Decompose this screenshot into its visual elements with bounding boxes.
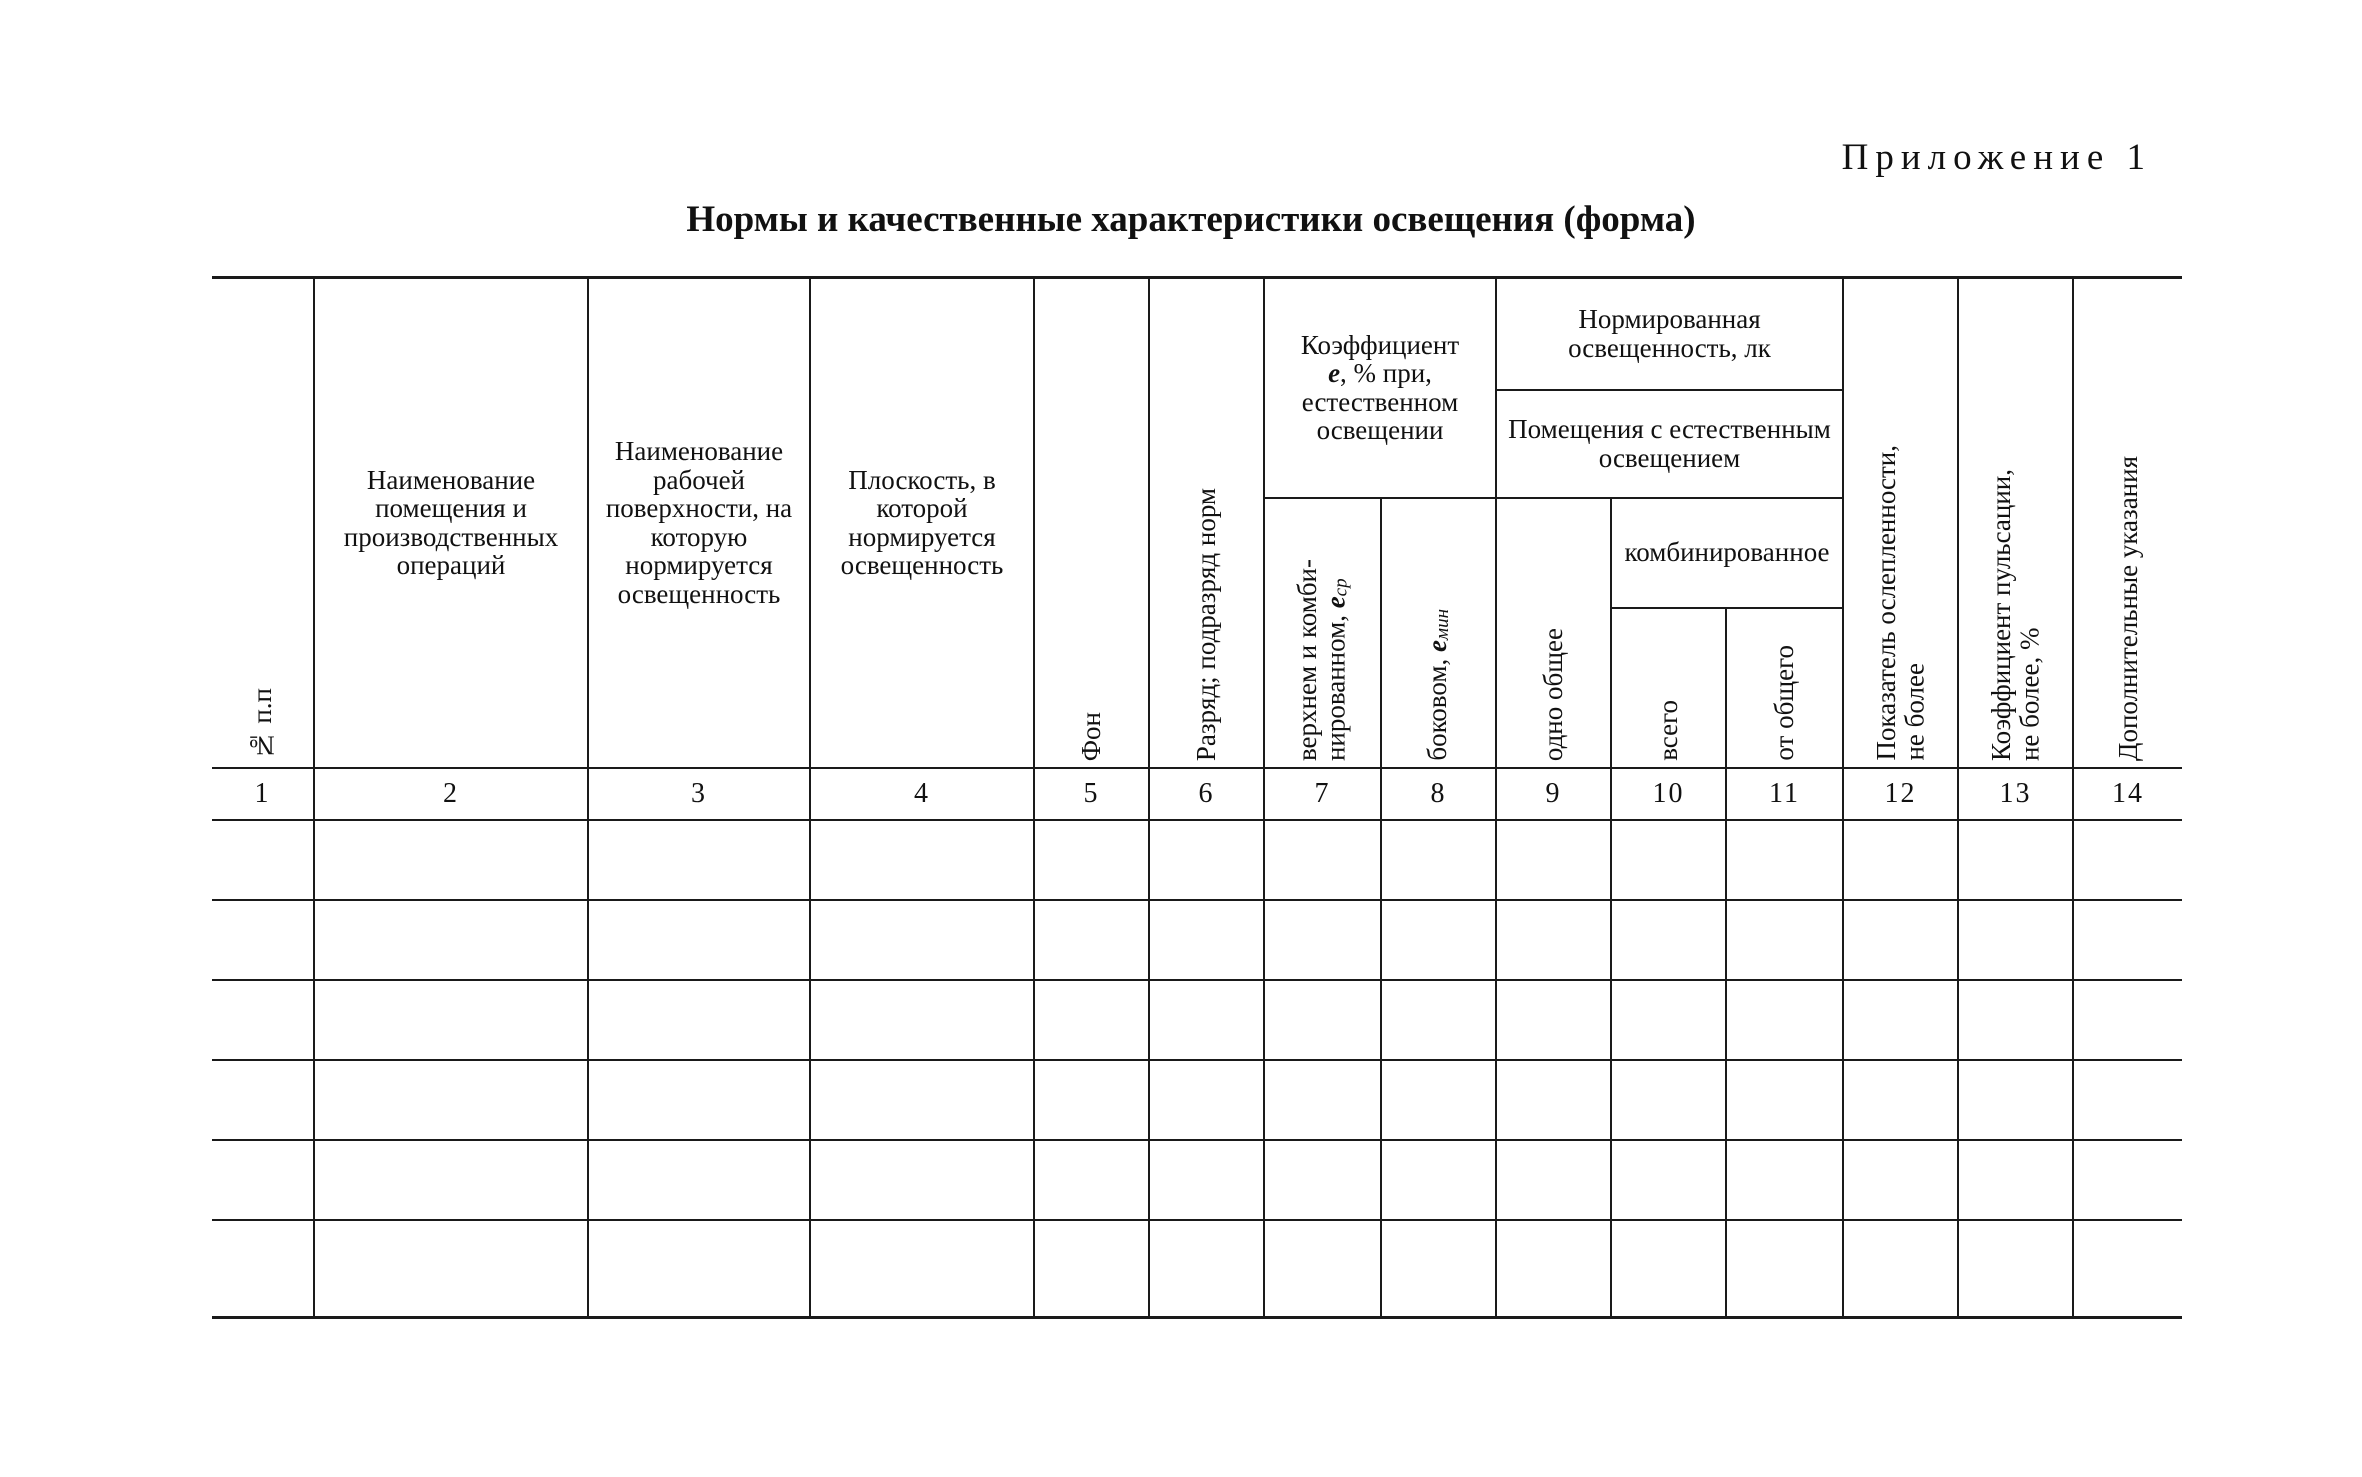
table-cell[interactable] (1264, 1060, 1381, 1140)
table-cell[interactable] (588, 820, 810, 900)
table-cell[interactable] (588, 900, 810, 980)
table-cell[interactable] (1381, 1220, 1496, 1318)
table-cell[interactable] (1149, 1220, 1264, 1318)
table-cell[interactable] (1726, 1220, 1843, 1318)
table-cell[interactable] (1726, 820, 1843, 900)
table-cell[interactable] (1496, 1140, 1611, 1220)
header-pulsation-factor: Коэффициент пульсации, не более, % (1958, 278, 2073, 768)
table-cell[interactable] (1149, 1140, 1264, 1220)
table-cell[interactable] (1034, 1060, 1149, 1140)
table-cell[interactable] (2073, 900, 2182, 980)
table-cell[interactable] (314, 1060, 588, 1140)
table-cell[interactable] (1843, 900, 1958, 980)
table-cell[interactable] (212, 820, 314, 900)
table-cell[interactable] (314, 1220, 588, 1318)
table-row (212, 900, 2182, 980)
header-rooms-natural-light: Помещения с естественным освещением (1496, 390, 1843, 498)
table-cell[interactable] (1264, 900, 1381, 980)
table-cell[interactable] (314, 900, 588, 980)
table-cell[interactable] (1611, 1060, 1726, 1140)
header-glare-index: Показатель ослепленности, не более (1843, 278, 1958, 768)
table-cell[interactable] (1264, 1220, 1381, 1318)
column-number: 9 (1496, 768, 1611, 820)
table-row (212, 1220, 2182, 1318)
table-cell[interactable] (1496, 1060, 1611, 1140)
table-cell[interactable] (314, 1140, 588, 1220)
table-cell[interactable] (1381, 980, 1496, 1060)
table-cell[interactable] (314, 980, 588, 1060)
appendix-label: Приложение 1 (1841, 137, 2152, 178)
table-cell[interactable] (588, 1060, 810, 1140)
table-cell[interactable] (212, 980, 314, 1060)
table-cell[interactable] (1726, 1060, 1843, 1140)
table-cell[interactable] (1726, 900, 1843, 980)
column-number: 8 (1381, 768, 1496, 820)
table-cell[interactable] (1034, 900, 1149, 980)
table-row (212, 1140, 2182, 1220)
column-number: 3 (588, 768, 810, 820)
table-cell[interactable] (2073, 980, 2182, 1060)
header-normalized-illuminance: Нормированная освещенность, лк (1496, 278, 1843, 390)
column-number: 14 (2073, 768, 2182, 820)
table-cell[interactable] (1958, 900, 2073, 980)
header-side: боковом, $e_{мин}$ (1381, 498, 1496, 768)
column-number: 5 (1034, 768, 1149, 820)
table-cell[interactable] (1843, 820, 1958, 900)
column-number: 2 (314, 768, 588, 820)
column-number: 1 (212, 768, 314, 820)
column-numbers-row (212, 768, 2182, 820)
table-cell[interactable] (1496, 1220, 1611, 1318)
table-cell[interactable] (1843, 1140, 1958, 1220)
table-cell[interactable] (810, 820, 1034, 900)
header-category: Разряд; подразряд норм (1149, 278, 1264, 768)
column-number: 12 (1843, 768, 1958, 820)
header-row-number: № п.п (212, 278, 314, 768)
column-number: 13 (1958, 768, 2073, 820)
table-cell[interactable] (212, 1060, 314, 1140)
column-number: 7 (1264, 768, 1381, 820)
table-cell[interactable] (314, 820, 588, 900)
table-cell[interactable] (1034, 820, 1149, 900)
table-cell[interactable] (1611, 820, 1726, 900)
lighting-norms-form-table (212, 276, 2182, 1319)
table-cell[interactable] (1611, 980, 1726, 1060)
header-combined: комбинированное (1611, 498, 1843, 608)
table-cell[interactable] (1496, 980, 1611, 1060)
table-cell[interactable] (1496, 900, 1611, 980)
table-row (212, 1060, 2182, 1140)
table-cell[interactable] (1381, 1140, 1496, 1220)
table-cell[interactable] (1034, 980, 1149, 1060)
table-cell[interactable] (2073, 1060, 2182, 1140)
header-work-surface: Наименование рабочей поверхности, на которую нормируется освещенность (588, 278, 810, 768)
table-cell[interactable] (1958, 820, 2073, 900)
header-daylight-factor: Коэффициент e, % при, естественном освещении (1264, 278, 1496, 498)
table-row (212, 820, 2182, 900)
table-cell[interactable] (1726, 1140, 1843, 1220)
table-cell[interactable] (1843, 1220, 1958, 1318)
table-cell[interactable] (1958, 1140, 2073, 1220)
table-cell[interactable] (588, 1220, 810, 1318)
table-cell[interactable] (212, 1220, 314, 1318)
table-cell[interactable] (588, 1140, 810, 1220)
header-total: всего (1611, 608, 1726, 768)
table-cell[interactable] (1034, 1220, 1149, 1318)
table-cell[interactable] (1264, 820, 1381, 900)
table-cell[interactable] (1611, 900, 1726, 980)
header-plane: Плоскость, в которой нормируется освещенность (810, 278, 1034, 768)
table-cell[interactable] (1381, 1060, 1496, 1140)
table-cell[interactable] (1611, 1220, 1726, 1318)
table-cell[interactable] (1149, 820, 1264, 900)
table-cell[interactable] (810, 1140, 1034, 1220)
table-cell[interactable] (1149, 980, 1264, 1060)
header-additional-notes: Дополнительные указания (2073, 278, 2182, 768)
table-cell[interactable] (810, 1220, 1034, 1318)
table-cell[interactable] (2073, 1220, 2182, 1318)
header-background: Фон (1034, 278, 1149, 768)
table-cell[interactable] (212, 1140, 314, 1220)
table-cell[interactable] (1034, 1140, 1149, 1220)
header-room-name: Наименование помещения и производственных операций (314, 278, 588, 768)
column-number: 11 (1726, 768, 1843, 820)
column-number: 6 (1149, 768, 1264, 820)
table-cell[interactable] (810, 1060, 1034, 1140)
column-number: 4 (810, 768, 1034, 820)
table-cell[interactable] (1381, 900, 1496, 980)
table-cell[interactable] (2073, 1140, 2182, 1220)
column-number: 10 (1611, 768, 1726, 820)
table-cell[interactable] (1843, 1060, 1958, 1140)
page-title: Нормы и качественные характеристики освещения (форма) (686, 199, 1696, 240)
table-row (212, 980, 2182, 1060)
table-cell[interactable] (1726, 980, 1843, 1060)
table-cell[interactable] (1264, 980, 1381, 1060)
table-cell[interactable] (1264, 1140, 1381, 1220)
header-from-general: от общего (1726, 608, 1843, 768)
header-general-only: одно общее (1496, 498, 1611, 768)
table-cell[interactable] (1496, 820, 1611, 900)
table-cell[interactable] (810, 980, 1034, 1060)
table-cell[interactable] (588, 980, 810, 1060)
table-cell[interactable] (1381, 820, 1496, 900)
table-cell[interactable] (1958, 1060, 2073, 1140)
table-cell[interactable] (212, 900, 314, 980)
table-cell[interactable] (1958, 980, 2073, 1060)
header-top-combined: верхнем и комби- нированном, $e_{ср}$ (1264, 498, 1381, 768)
table-cell[interactable] (1149, 1060, 1264, 1140)
table-cell[interactable] (1843, 980, 1958, 1060)
table-cell[interactable] (810, 900, 1034, 980)
table-cell[interactable] (1958, 1220, 2073, 1318)
table-cell[interactable] (1149, 900, 1264, 980)
table-cell[interactable] (1611, 1140, 1726, 1220)
table-cell[interactable] (2073, 820, 2182, 900)
